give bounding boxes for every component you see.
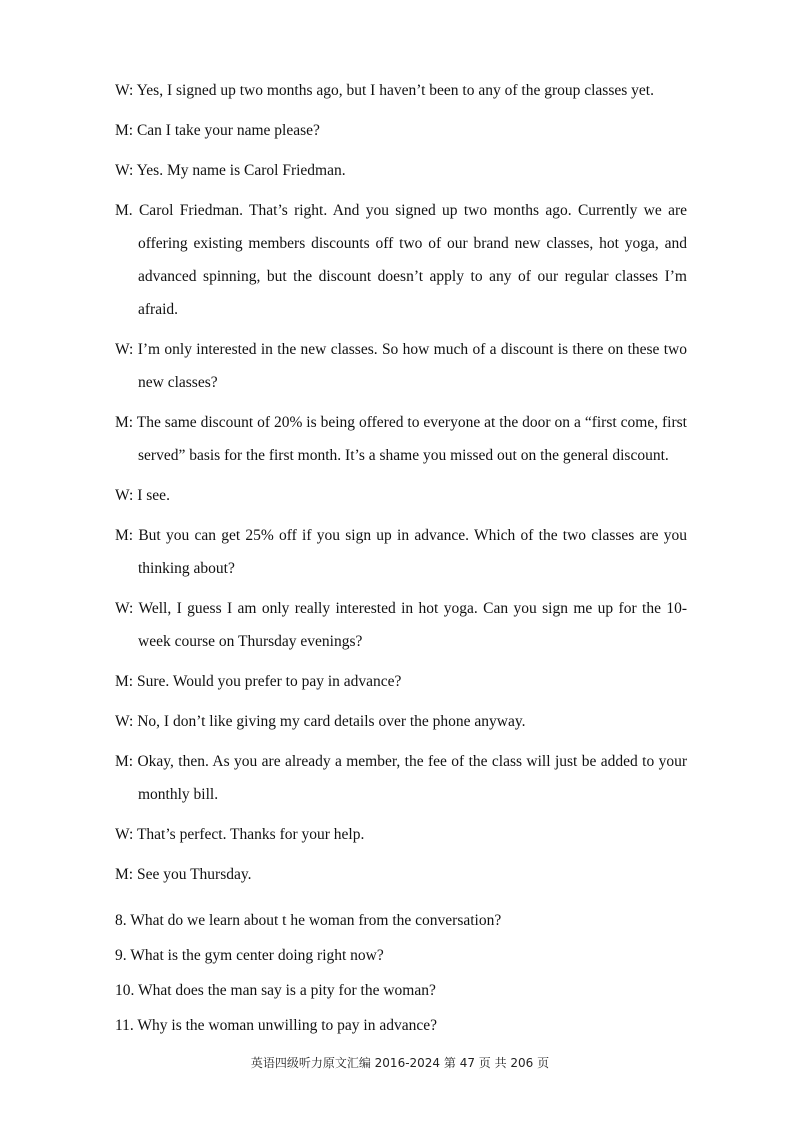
dialogue-line: W: That’s perfect. Thanks for your help. xyxy=(115,826,365,843)
question-item: 10. What does the man say is a pity for the woman? xyxy=(115,982,436,999)
question-item: 11. Why is the woman unwilling to pay in advance? xyxy=(115,1017,437,1034)
question-item: 9. What is the gym center doing right now? xyxy=(115,947,384,964)
dialogue-line: M: See you Thursday. xyxy=(115,866,252,883)
dialogue-line: W: Yes. My name is Carol Friedman. xyxy=(115,162,346,179)
dialogue-line: W: No, I don’t like giving my card details over the phone anyway. xyxy=(115,713,526,730)
dialogue-line: M: Can I take your name please? xyxy=(115,122,320,139)
dialogue-transcript xyxy=(115,74,687,898)
dialogue-line: M. Carol Friedman. That’s right. And you signed up two months ago. Currently we are offering existing members discounts off two of our brand new classes, hot yoga, and advanced spinning, but the discount doesn’t apply to any of our regular classes I’m afraid. xyxy=(115,202,687,318)
dialogue-line: M: Sure. Would you prefer to pay in advance? xyxy=(115,673,402,690)
page-footer: 英语四级听力原文汇编 2016-2024 第 47 页 共 206 页 xyxy=(250,1056,550,1070)
question-item: 8. What do we learn about t he woman from the conversation? xyxy=(115,912,502,929)
dialogue-line: W: I see. xyxy=(115,487,170,504)
dialogue-line: W: I’m only interested in the new classes. So how much of a discount is there on these two new classes? xyxy=(115,341,687,391)
dialogue-line: M: But you can get 25% off if you sign up in advance. Which of the two classes are you thinking about? xyxy=(115,527,687,577)
dialogue-line: M: Okay, then. As you are already a member, the fee of the class will just be added to your monthly bill. xyxy=(115,753,687,803)
dialogue-line: M: The same discount of 20% is being offered to everyone at the door on a “first come, first served” basis for the first month. It’s a shame you missed out on the general discount. xyxy=(115,414,687,464)
dialogue-line: W: Yes, I signed up two months ago, but I haven’t been to any of the group classes yet. xyxy=(115,82,654,99)
dialogue-line: W: Well, I guess I am only really interested in hot yoga. Can you sign me up for the 10-week course on Thursday evenings? xyxy=(115,600,687,650)
question-list xyxy=(115,909,687,1049)
